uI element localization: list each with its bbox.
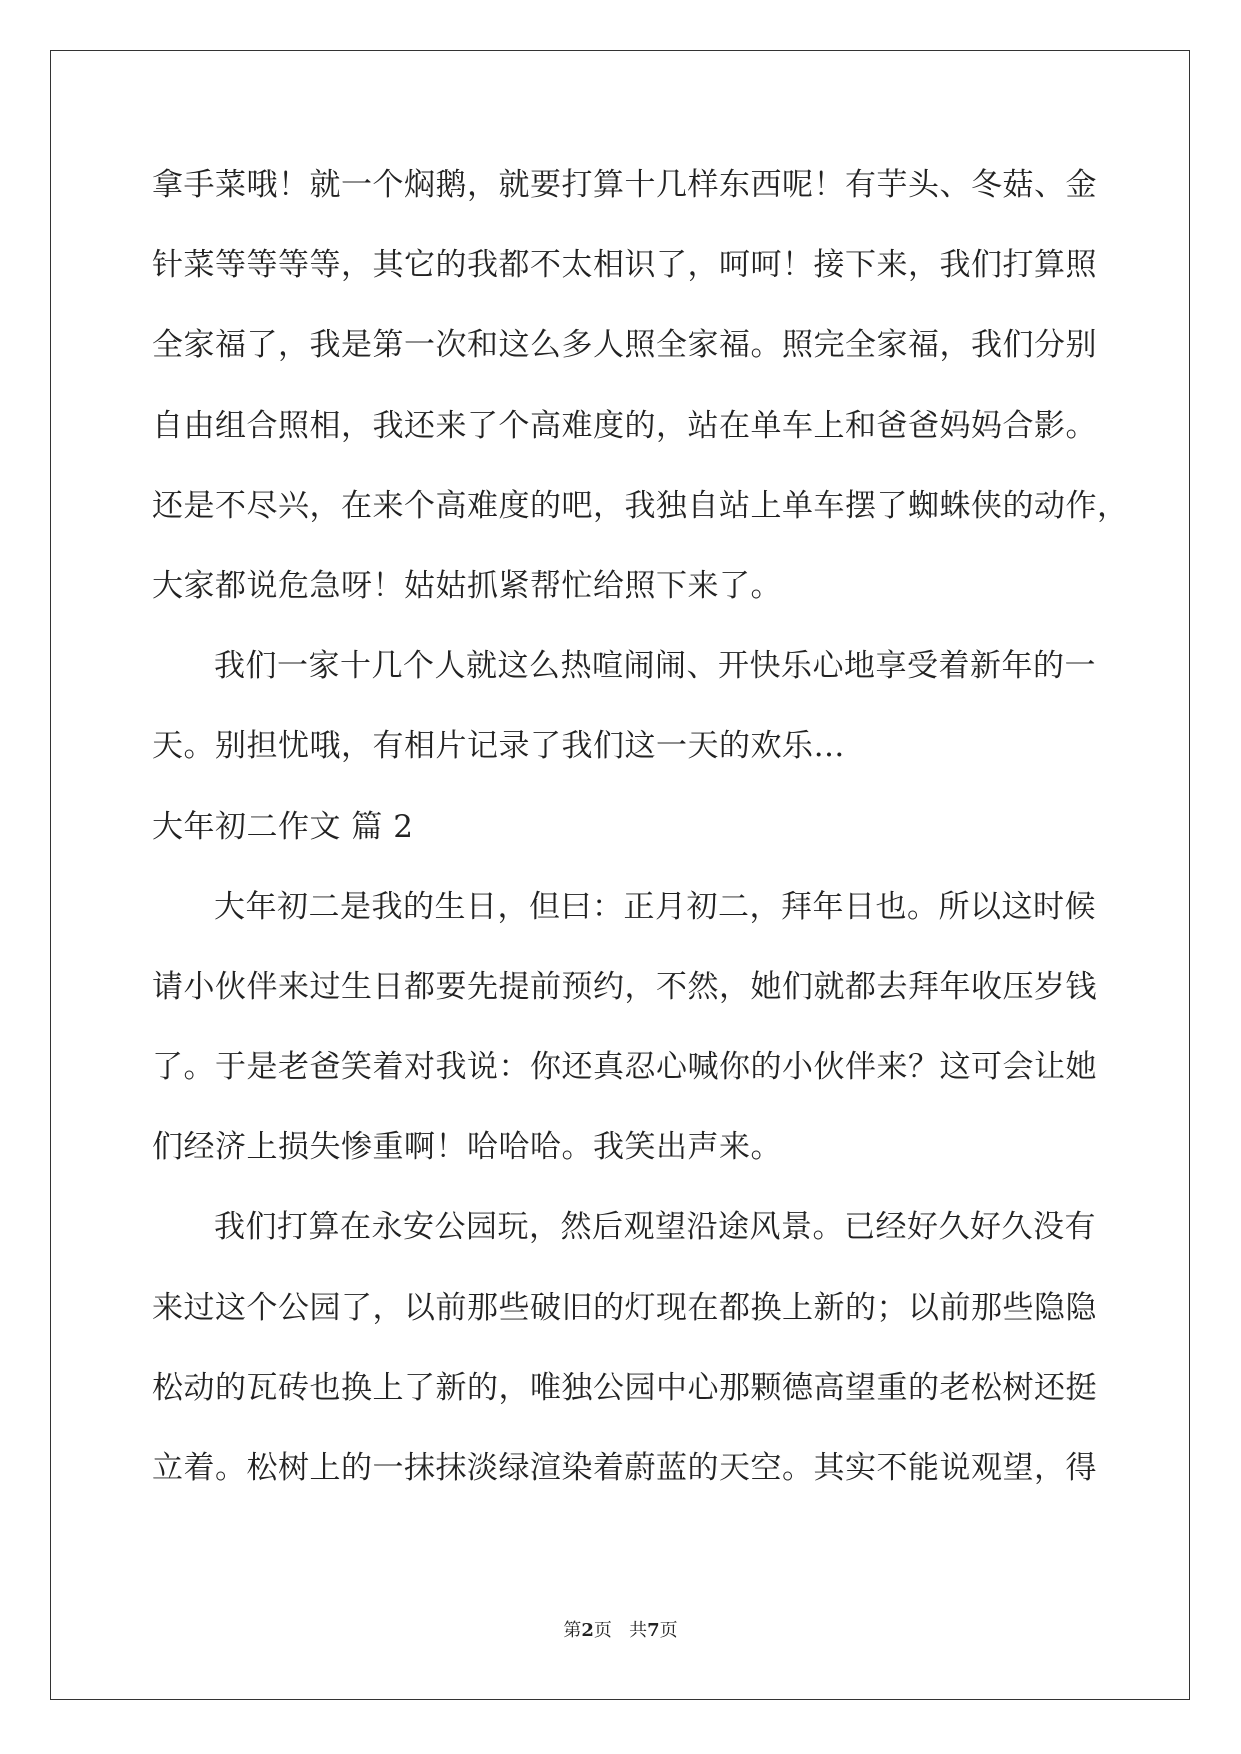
page-number: 2 [581, 1620, 594, 1641]
page-footer [0, 1616, 1241, 1642]
total-pages: 7 [647, 1620, 660, 1641]
text-line: 大家都说危急呀！姑姑抓紧帮忙给照下来了。 [152, 567, 782, 604]
text-line: 了。于是老爸笑着对我说：你还真忍心喊你的小伙伴来？这可会让她 [152, 1049, 1097, 1086]
text-line: 针菜等等等等，其它的我都不太相识了，呵呵！接下来，我们打算照 [152, 247, 1097, 284]
text-line: 自由组合照相，我还来了个高难度的，站在单车上和爸爸妈妈合影。 [152, 407, 1097, 444]
page-prefix: 第 [563, 1620, 582, 1641]
total-prefix: 共 [629, 1620, 648, 1641]
text-line: 我们一家十几个人就这么热喧闹闹、开快乐心地享受着新年的一 [214, 648, 1096, 685]
text-line: 们经济上损失惨重啊！哈哈哈。我笑出声来。 [152, 1129, 782, 1166]
text-line: 拿手菜哦！就一个焖鹅，就要打算十几样东西呢！有芋头、冬菇、金 [152, 167, 1097, 203]
text-line: 请小伙伴来过生日都要先提前预约，不然，她们就都去拜年收压岁钱 [152, 968, 1097, 1005]
text-line: 立着。松树上的一抹抹淡绿渲染着蔚蓝的天空。其实不能说观望，得 [152, 1450, 1097, 1486]
section-heading: 大年初二作文 篇 2 [152, 808, 414, 845]
text-line: 天。别担忧哦，有相片记录了我们这一天的欢乐… [152, 728, 845, 765]
text-line: 来过这个公园了，以前那些破旧的灯现在都换上新的；以前那些隐隐 [152, 1289, 1097, 1326]
text-line: 大年初二是我的生日，但曰：正月初二，拜年日也。所以这时候 [214, 888, 1096, 925]
page-suffix: 页 [593, 1620, 612, 1641]
text-line: 全家福了，我是第一次和这么多人照全家福。照完全家福，我们分别 [152, 327, 1097, 364]
text-line: 还是不尽兴，在来个高难度的吧，我独自站上单车摆了蜘蛛侠的动作， [152, 487, 1129, 524]
total-suffix: 页 [659, 1620, 678, 1641]
text-line: 松动的瓦砖也换上了新的，唯独公园中心那颗德高望重的老松树还挺 [152, 1369, 1097, 1406]
document-body [152, 160, 1129, 1523]
text-line: 我们打算在永安公园玩，然后观望沿途风景。已经好久好久没有 [214, 1209, 1096, 1246]
